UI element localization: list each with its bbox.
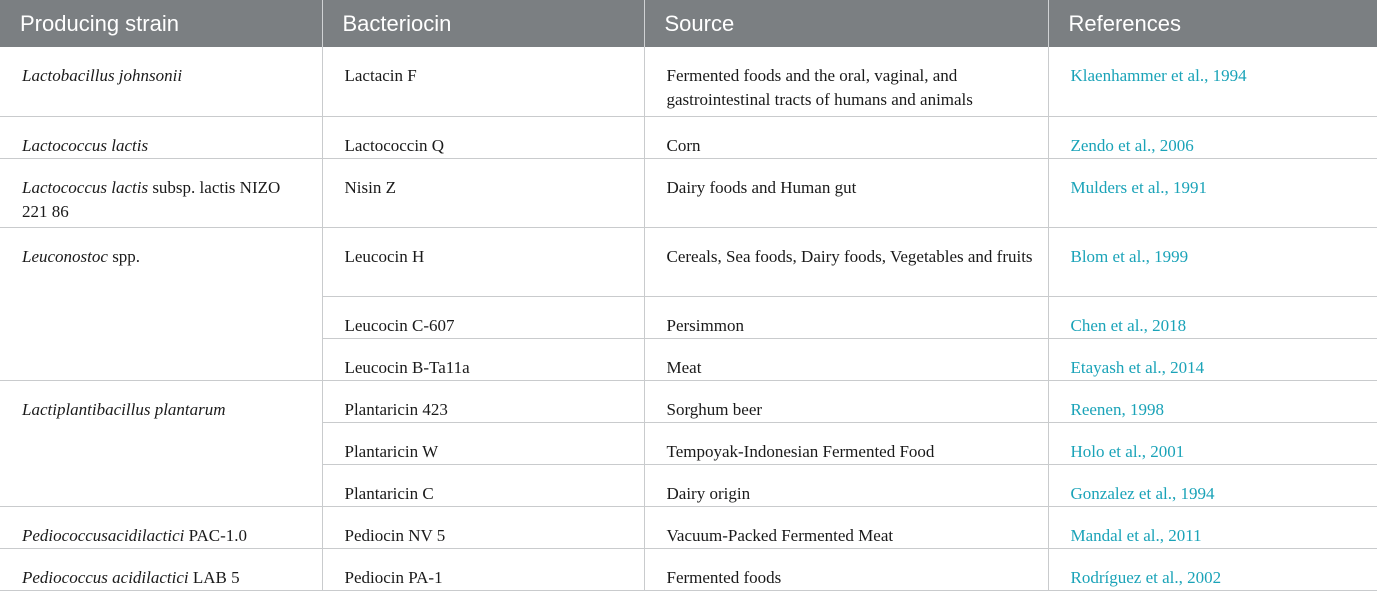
strain-name: Pediococcusacidilactici: [22, 525, 185, 545]
producing-strain-cell: [0, 158, 322, 227]
producing-strain-cell: [0, 380, 322, 506]
strain-name: Lactobacillus johnsonii: [22, 66, 183, 85]
header-references: References: [1048, 0, 1377, 47]
source-cell: Sorghum beer: [644, 380, 1048, 422]
strain-detail: spp.: [107, 246, 141, 266]
reference-link[interactable]: Reenen, 1998: [1048, 380, 1377, 422]
producing-strain-cell: [0, 47, 322, 116]
producing-strain-cell: [0, 548, 322, 590]
bacteriocin-cell: Pediocin NV 5: [322, 506, 644, 548]
source-cell: Tempoyak-Indonesian Fermented Food: [644, 422, 1048, 464]
strain-name: Leuconostoc: [22, 246, 108, 266]
header-producing-strain: Producing strain: [0, 0, 322, 47]
table-row: [0, 47, 1377, 116]
reference-link[interactable]: Holo et al., 2001: [1048, 422, 1377, 464]
bacteriocin-cell: Leucocin B-Ta11a: [322, 338, 644, 380]
bacteriocin-cell: Plantaricin 423: [322, 380, 644, 422]
strain-name: Lactococcus lactis: [22, 135, 149, 155]
producing-strain-cell: [0, 506, 322, 548]
table-row: [0, 158, 1377, 227]
strain-name: Lactiplantibacillus plantarum: [22, 399, 226, 419]
header-bacteriocin: Bacteriocin: [322, 0, 644, 47]
reference-link[interactable]: Etayash et al., 2014: [1048, 338, 1377, 380]
bacteriocin-cell: Plantaricin W: [322, 422, 644, 464]
strain-name: Lactococcus lactis: [22, 177, 149, 197]
source-cell: Persimmon: [644, 296, 1048, 338]
producing-strain-cell: [0, 227, 322, 380]
table-row: [0, 227, 1377, 296]
reference-link[interactable]: Chen et al., 2018: [1048, 296, 1377, 338]
bacteriocin-cell: Leucocin H: [322, 227, 644, 296]
source-cell: Fermented foods: [644, 548, 1048, 590]
reference-link[interactable]: Blom et al., 1999: [1048, 227, 1377, 296]
table-row: [0, 548, 1377, 590]
reference-link[interactable]: Klaenhammer et al., 1994: [1048, 47, 1377, 116]
reference-link[interactable]: Zendo et al., 2006: [1048, 116, 1377, 158]
table-row: [0, 506, 1377, 548]
reference-link[interactable]: Mandal et al., 2011: [1048, 506, 1377, 548]
reference-link[interactable]: Rodríguez et al., 2002: [1048, 548, 1377, 590]
reference-link[interactable]: Mulders et al., 1991: [1048, 158, 1377, 227]
reference-link[interactable]: Gonzalez et al., 1994: [1048, 464, 1377, 506]
source-cell: Meat: [644, 338, 1048, 380]
bacteriocin-cell: Nisin Z: [322, 158, 644, 227]
bacteriocin-cell: Leucocin C-607: [322, 296, 644, 338]
bacteriocin-cell: Lactococcin Q: [322, 116, 644, 158]
source-cell: Fermented foods and the oral, vaginal, and gastrointestinal tracts of humans and animals: [644, 47, 1048, 116]
strain-detail: subsp. lactis NIZO 221 86: [22, 177, 281, 221]
strain-detail: LAB 5: [188, 567, 240, 587]
source-cell: Corn: [644, 116, 1048, 158]
table-row: [0, 380, 1377, 422]
source-cell: Dairy origin: [644, 464, 1048, 506]
source-cell: Cereals, Sea foods, Dairy foods, Vegetables and fruits: [644, 227, 1048, 296]
table-row: [0, 116, 1377, 158]
source-cell: Dairy foods and Human gut: [644, 158, 1048, 227]
producing-strain-cell: [0, 116, 322, 158]
source-cell: Vacuum-Packed Fermented Meat: [644, 506, 1048, 548]
bacteriocin-cell: Lactacin F: [322, 47, 644, 116]
strain-detail: PAC-1.0: [184, 525, 248, 545]
header-row: [0, 0, 1377, 47]
strain-name: Pediococcus acidilactici: [22, 567, 189, 587]
bacteriocin-cell: Pediocin PA-1: [322, 548, 644, 590]
header-source: Source: [644, 0, 1048, 47]
bacteriocin-cell: Plantaricin C: [322, 464, 644, 506]
